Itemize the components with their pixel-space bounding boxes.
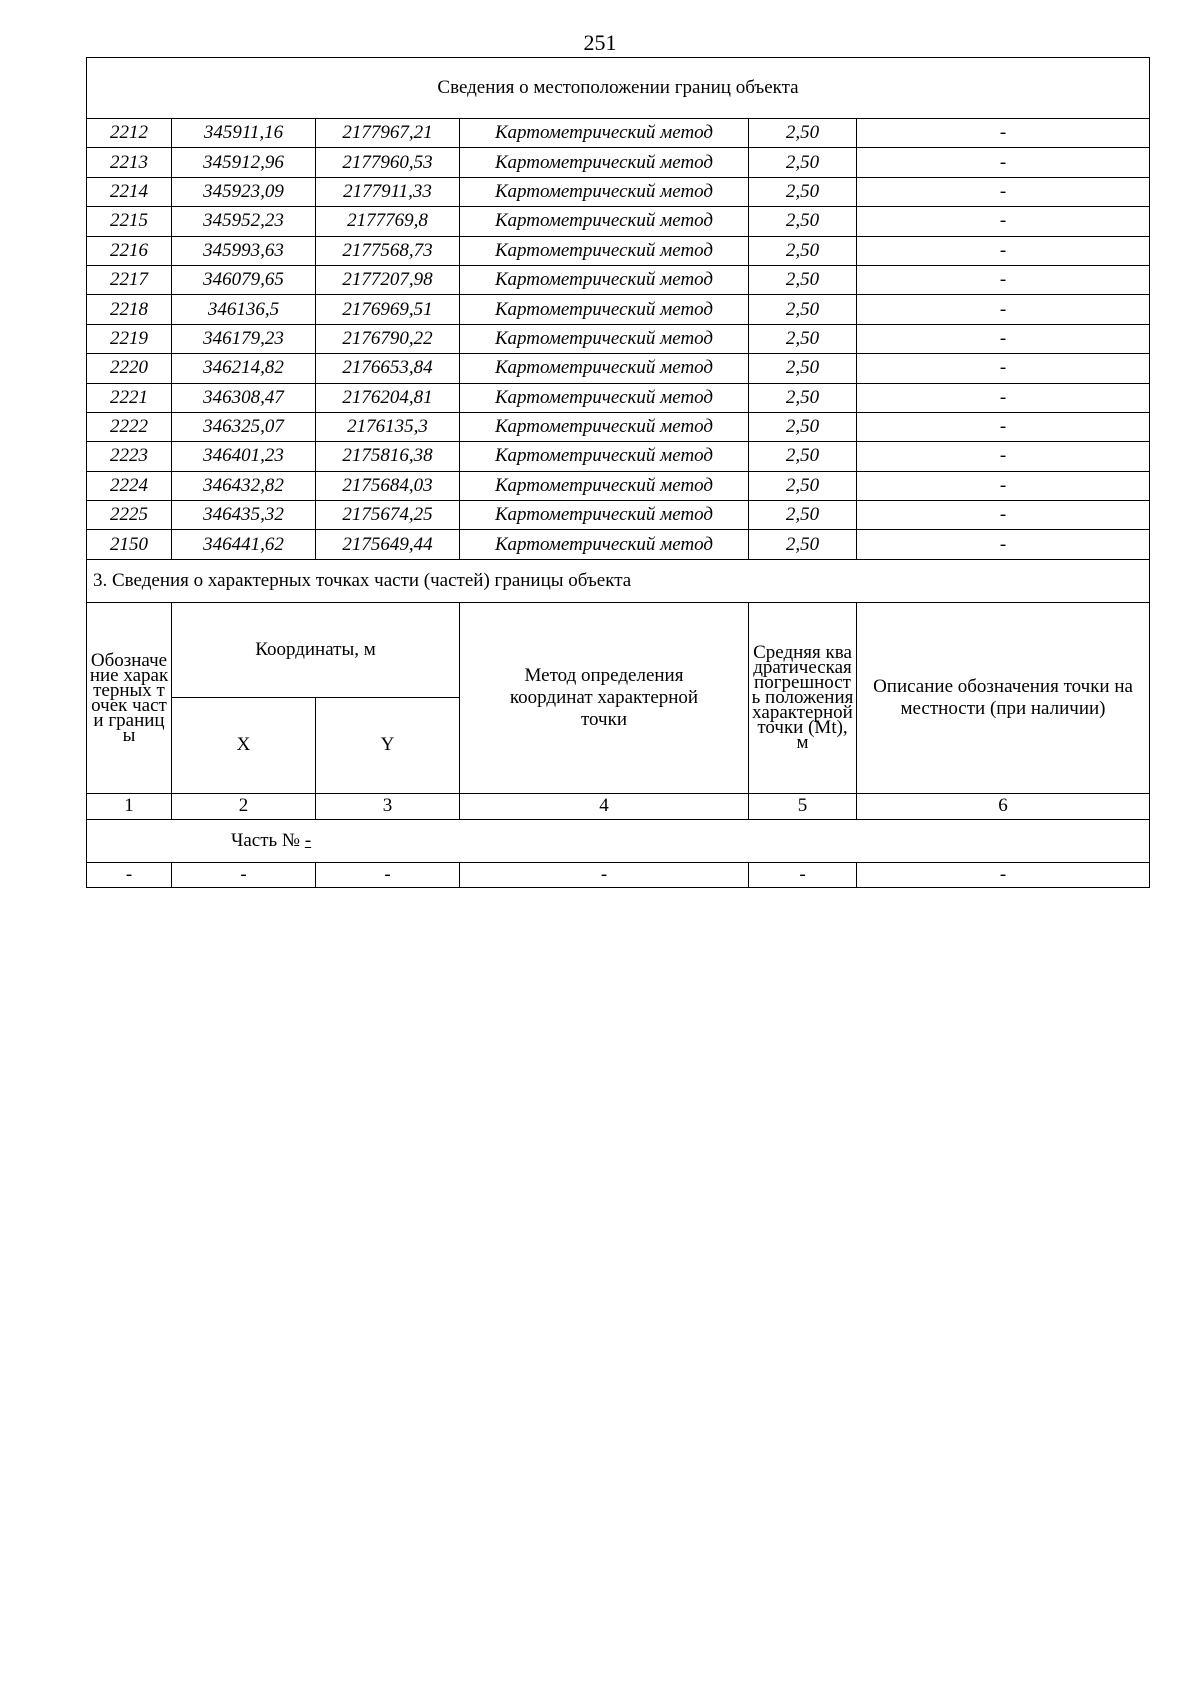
table-title: Сведения о местоположении границ объекта xyxy=(87,58,1150,119)
empty-cell-1: - xyxy=(87,862,172,887)
accuracy-cell: 2,50 xyxy=(749,412,857,441)
coord-y-cell: 2176135,3 xyxy=(316,412,460,441)
header-description: Описание обозначения точки на местности (при наличии) xyxy=(857,602,1150,793)
method-cell: Картометрический метод xyxy=(460,295,749,324)
empty-cell-6: - xyxy=(857,862,1150,887)
coord-x-cell: 346435,32 xyxy=(172,501,316,530)
point-number-cell: 2220 xyxy=(87,354,172,383)
table-row xyxy=(87,324,1150,353)
coord-y-cell: 2176204,81 xyxy=(316,383,460,412)
header-accuracy: Средняя квадратическая погрешность положения характерной точки (Mt), м xyxy=(749,602,857,793)
point-number-cell: 2212 xyxy=(87,119,172,148)
method-cell: Картометрический метод xyxy=(460,265,749,294)
empty-cell-3: - xyxy=(316,862,460,887)
table-row xyxy=(87,119,1150,148)
method-cell: Картометрический метод xyxy=(460,177,749,206)
point-number-cell: 2224 xyxy=(87,471,172,500)
point-number-cell: 2150 xyxy=(87,530,172,559)
description-cell: - xyxy=(857,530,1150,559)
accuracy-cell: 2,50 xyxy=(749,501,857,530)
section-3-title: 3. Сведения о характерных точках части (частей) границы объекта xyxy=(87,559,1150,602)
accuracy-cell: 2,50 xyxy=(749,236,857,265)
coord-y-cell: 2176969,51 xyxy=(316,295,460,324)
coord-x-cell: 346136,5 xyxy=(172,295,316,324)
method-cell: Картометрический метод xyxy=(460,471,749,500)
empty-cell-2: - xyxy=(172,862,316,887)
accuracy-cell: 2,50 xyxy=(749,148,857,177)
point-number-cell: 2217 xyxy=(87,265,172,294)
description-cell: - xyxy=(857,148,1150,177)
method-cell: Картометрический метод xyxy=(460,207,749,236)
coord-x-cell: 346308,47 xyxy=(172,383,316,412)
coord-x-cell: 345912,96 xyxy=(172,148,316,177)
coord-x-cell: 346179,23 xyxy=(172,324,316,353)
coord-x-cell: 345993,63 xyxy=(172,236,316,265)
point-number-cell: 2223 xyxy=(87,442,172,471)
accuracy-cell: 2,50 xyxy=(749,471,857,500)
method-cell: Картометрический метод xyxy=(460,236,749,265)
table-row xyxy=(87,148,1150,177)
header-coordinates: Координаты, м xyxy=(172,602,460,697)
coord-y-cell: 2175674,25 xyxy=(316,501,460,530)
point-number-cell: 2216 xyxy=(87,236,172,265)
method-cell: Картометрический метод xyxy=(460,383,749,412)
method-cell: Картометрический метод xyxy=(460,412,749,441)
method-cell: Картометрический метод xyxy=(460,119,749,148)
coord-y-cell: 2176653,84 xyxy=(316,354,460,383)
table-row xyxy=(87,383,1150,412)
description-cell: - xyxy=(857,207,1150,236)
description-cell: - xyxy=(857,265,1150,294)
coord-y-cell: 2175816,38 xyxy=(316,442,460,471)
table-row xyxy=(87,207,1150,236)
coord-x-cell: 345911,16 xyxy=(172,119,316,148)
coord-x-cell: 346432,82 xyxy=(172,471,316,500)
description-cell: - xyxy=(857,501,1150,530)
coord-y-cell: 2177769,8 xyxy=(316,207,460,236)
description-cell: - xyxy=(857,412,1150,441)
coord-y-cell: 2175684,03 xyxy=(316,471,460,500)
coord-y-cell: 2177960,53 xyxy=(316,148,460,177)
description-cell: - xyxy=(857,383,1150,412)
description-cell: - xyxy=(857,442,1150,471)
column-number-2: 2 xyxy=(172,793,316,819)
point-number-cell: 2213 xyxy=(87,148,172,177)
table-row xyxy=(87,471,1150,500)
coord-x-cell: 346441,62 xyxy=(172,530,316,559)
part-number: - xyxy=(304,829,312,851)
method-cell: Картометрический метод xyxy=(460,530,749,559)
column-number-3: 3 xyxy=(316,793,460,819)
boundary-table xyxy=(86,57,1150,888)
accuracy-cell: 2,50 xyxy=(749,530,857,559)
description-cell: - xyxy=(857,119,1150,148)
point-number-cell: 2218 xyxy=(87,295,172,324)
coord-y-cell: 2177568,73 xyxy=(316,236,460,265)
coord-x-cell: 346079,65 xyxy=(172,265,316,294)
method-cell: Картометрический метод xyxy=(460,148,749,177)
accuracy-cell: 2,50 xyxy=(749,207,857,236)
table-row xyxy=(87,530,1150,559)
page-number: 251 xyxy=(583,30,617,55)
point-number-cell: 2221 xyxy=(87,383,172,412)
table-row xyxy=(87,236,1150,265)
accuracy-cell: 2,50 xyxy=(749,324,857,353)
method-cell: Картометрический метод xyxy=(460,354,749,383)
table-row xyxy=(87,442,1150,471)
header-y: Y xyxy=(316,697,460,793)
method-cell: Картометрический метод xyxy=(460,324,749,353)
table-row xyxy=(87,501,1150,530)
description-cell: - xyxy=(857,295,1150,324)
point-number-cell: 2215 xyxy=(87,207,172,236)
point-number-cell: 2219 xyxy=(87,324,172,353)
header-method: Метод определения координат характерной точки xyxy=(460,602,749,793)
point-number-cell: 2214 xyxy=(87,177,172,206)
table-row xyxy=(87,295,1150,324)
table-row xyxy=(87,177,1150,206)
part-row xyxy=(87,819,1150,862)
description-cell: - xyxy=(857,236,1150,265)
coord-x-cell: 346214,82 xyxy=(172,354,316,383)
accuracy-cell: 2,50 xyxy=(749,295,857,324)
header-point-designation: Обозначение характерных точек части границы xyxy=(87,602,172,793)
empty-cell-5: - xyxy=(749,862,857,887)
column-number-6: 6 xyxy=(857,793,1150,819)
method-cell: Картометрический метод xyxy=(460,442,749,471)
description-cell: - xyxy=(857,354,1150,383)
accuracy-cell: 2,50 xyxy=(749,354,857,383)
header-x: X xyxy=(172,697,316,793)
coord-x-cell: 346325,07 xyxy=(172,412,316,441)
column-number-5: 5 xyxy=(749,793,857,819)
description-cell: - xyxy=(857,471,1150,500)
accuracy-cell: 2,50 xyxy=(749,119,857,148)
coord-x-cell: 345923,09 xyxy=(172,177,316,206)
method-cell: Картометрический метод xyxy=(460,501,749,530)
description-cell: - xyxy=(857,324,1150,353)
column-number-4: 4 xyxy=(460,793,749,819)
coord-x-cell: 345952,23 xyxy=(172,207,316,236)
part-label: Часть № xyxy=(231,829,301,851)
table-row xyxy=(87,412,1150,441)
accuracy-cell: 2,50 xyxy=(749,442,857,471)
coord-y-cell: 2177967,21 xyxy=(316,119,460,148)
coord-y-cell: 2177911,33 xyxy=(316,177,460,206)
table-row xyxy=(87,354,1150,383)
empty-cell-4: - xyxy=(460,862,749,887)
coord-y-cell: 2177207,98 xyxy=(316,265,460,294)
point-number-cell: 2222 xyxy=(87,412,172,441)
column-number-1: 1 xyxy=(87,793,172,819)
point-number-cell: 2225 xyxy=(87,501,172,530)
accuracy-cell: 2,50 xyxy=(749,383,857,412)
table-row xyxy=(87,265,1150,294)
description-cell: - xyxy=(857,177,1150,206)
accuracy-cell: 2,50 xyxy=(749,265,857,294)
coord-y-cell: 2176790,22 xyxy=(316,324,460,353)
accuracy-cell: 2,50 xyxy=(749,177,857,206)
coord-y-cell: 2175649,44 xyxy=(316,530,460,559)
coord-x-cell: 346401,23 xyxy=(172,442,316,471)
